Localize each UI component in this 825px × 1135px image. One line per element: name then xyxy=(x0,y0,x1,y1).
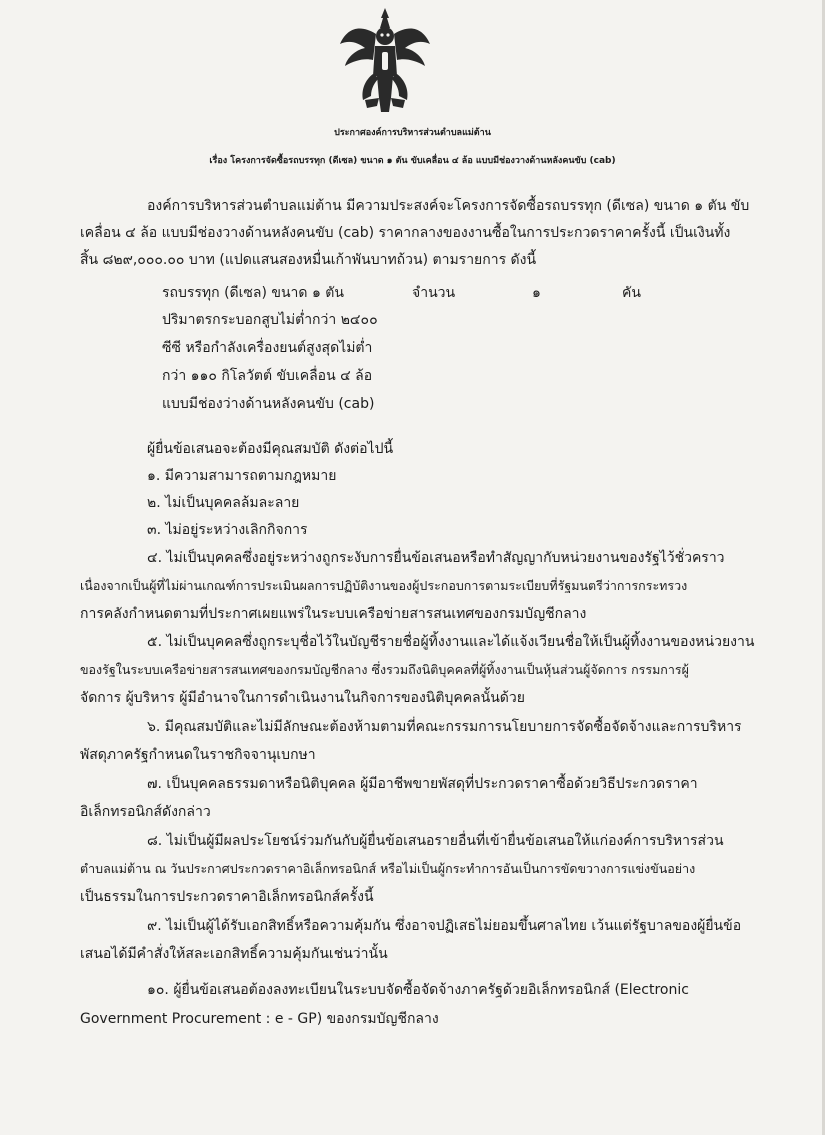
item-quantity-label: จำนวน xyxy=(412,285,456,301)
qualification-line: เสนอได้มีคำสั่งให้สละเอกสิทธิ์ความคุ้มกันเช่นว่านั้น xyxy=(80,946,388,962)
announcement-subject: เรื่อง โครงการจัดซื้อรถบรรทุก (ดีเซล) ขนาด ๑ ตัน ขับเคลื่อน ๔ ล้อ แบบมีช่องวางด้านหลังคนขับ (cab) xyxy=(209,156,616,166)
qualification-line: ๖. มีคุณสมบัติและไม่มีลักษณะต้องห้ามตามที่คณะกรรมการนโยบายการจัดซื้อจัดจ้างและการบริหาร xyxy=(147,719,742,735)
qualification-line: ๑. มีความสามารถตามกฎหมาย xyxy=(147,468,337,484)
qualification-line: ๒. ไม่เป็นบุคคลล้มละลาย xyxy=(147,495,300,511)
qualification-line: ๓. ไม่อยู่ระหว่างเลิกกิจการ xyxy=(147,522,308,538)
qualification-line: ตำบลแม่ต้าน ณ วันประกาศประกวดราคาอิเล็กทรอนิกส์ หรือไม่เป็นผู้กระทำการอันเป็นการขัดขวางการแข่งขันอย่าง xyxy=(80,861,696,876)
item-description-line: รถบรรทุก (ดีเซล) ขนาด ๑ ตัน xyxy=(162,285,344,301)
agency-announcement-title: ประกาศองค์การบริหารส่วนตำบลแม่ต้าน xyxy=(334,128,491,138)
qualification-line: ๙. ไม่เป็นผู้ได้รับเอกสิทธิ์หรือความคุ้มกัน ซึ่งอาจปฏิเสธไม่ยอมขึ้นศาลไทย เว้นแต่รัฐบาลของผู้ยื่นข้อ xyxy=(147,918,742,934)
qualification-line: การคลังกำหนดตามที่ประกาศเผยแพร่ในระบบเครือข่ายสารสนเทศของกรมบัญชีกลาง xyxy=(80,606,587,622)
qualifications-heading: ผู้ยื่นข้อเสนอจะต้องมีคุณสมบัติ ดังต่อไปนี้ xyxy=(147,441,394,457)
qualification-line: ๕. ไม่เป็นบุคคลซึ่งถูกระบุชื่อไว้ในบัญชีรายชื่อผู้ทิ้งงานและได้แจ้งเวียนชื่อให้เป็นผู้ทิ้งงานของหน่วยงาน xyxy=(147,634,755,650)
qualification-line: จัดการ ผู้บริหาร ผู้มีอำนาจในการดำเนินงานในกิจการของนิติบุคคลนั้นด้วย xyxy=(80,690,525,706)
garuda-emblem-icon xyxy=(335,6,435,116)
intro-line-2: เคลื่อน ๔ ล้อ แบบมีช่องวางด้านหลังคนขับ (cab) ราคากลางของงานซื้อในการประกวดราคาครั้งนี้ เป็นเงินทั้ง xyxy=(80,225,731,241)
qualification-line: ๑๐. ผู้ยื่นข้อเสนอต้องลงทะเบียนในระบบจัดซื้อจัดจ้างภาครัฐด้วยอิเล็กทรอนิกส์ (Electronic xyxy=(147,982,689,998)
intro-line-3: สิ้น ๘๒๙,๐๐๐.๐๐ บาท (แปดแสนสองหมื่นเก้าพันบาทถ้วน) ตามรายการ ดังนี้ xyxy=(80,252,537,268)
qualification-line: ๘. ไม่เป็นผู้มีผลประโยชน์ร่วมกันกับผู้ยื่นข้อเสนอรายอื่นที่เข้ายื่นข้อเสนอให้แก่องค์การบริหารส่วน xyxy=(147,833,724,849)
qualification-line: เนื่องจากเป็นผู้ที่ไม่ผ่านเกณฑ์การประเมินผลการปฏิบัติงานของผู้ประกอบการตามระเบียบที่รัฐมนตรีว่าการกระทรวง xyxy=(80,578,688,593)
intro-line-1: องค์การบริหารส่วนตำบลแม่ต้าน มีความประสงค์จะโครงการจัดซื้อรถบรรทุก (ดีเซล) ขนาด ๑ ตัน ขับ xyxy=(147,198,750,214)
item-description-line: แบบมีช่องว่างด้านหลังคนขับ (cab) xyxy=(162,396,375,412)
qualification-line: ของรัฐในระบบเครือข่ายสารสนเทศของกรมบัญชีกลาง ซึ่งรวมถึงนิติบุคคลที่ผู้ทิ้งงานเป็นหุ้นส่วนผู้จัดการ กรรมการผู้ xyxy=(80,662,689,677)
qualification-line: ๔. ไม่เป็นบุคคลซึ่งอยู่ระหว่างถูกระงับการยื่นข้อเสนอหรือทำสัญญากับหน่วยงานของรัฐไว้ชั่วคราว xyxy=(147,550,725,566)
item-description-line: ซีซี หรือกำลังเครื่องยนต์สูงสุดไม่ต่ำ xyxy=(162,340,373,356)
qualification-line: เป็นธรรมในการประกวดราคาอิเล็กทรอนิกส์ครั้งนี้ xyxy=(80,889,374,905)
qualification-line: Government Procurement : e - GP) ของกรมบัญชีกลาง xyxy=(80,1011,439,1027)
item-description-line: ปริมาตรกระบอกสูบไม่ต่ำกว่า ๒๔๐๐ xyxy=(162,312,378,328)
item-quantity-value: ๑ xyxy=(532,285,541,301)
qualification-line: อิเล็กทรอนิกส์ดังกล่าว xyxy=(80,804,211,820)
item-description-line: กว่า ๑๑๐ กิโลวัตต์ ขับเคลื่อน ๔ ล้อ xyxy=(162,368,373,384)
qualification-line: พัสดุภาครัฐกำหนดในราชกิจจานุเบกษา xyxy=(80,747,316,763)
qualification-line: ๗. เป็นบุคคลธรรมดาหรือนิติบุคคล ผู้มีอาชีพขายพัสดุที่ประกวดราคาซื้อด้วยวิธีประกวดราคา xyxy=(147,776,698,792)
item-unit: คัน xyxy=(622,285,641,301)
